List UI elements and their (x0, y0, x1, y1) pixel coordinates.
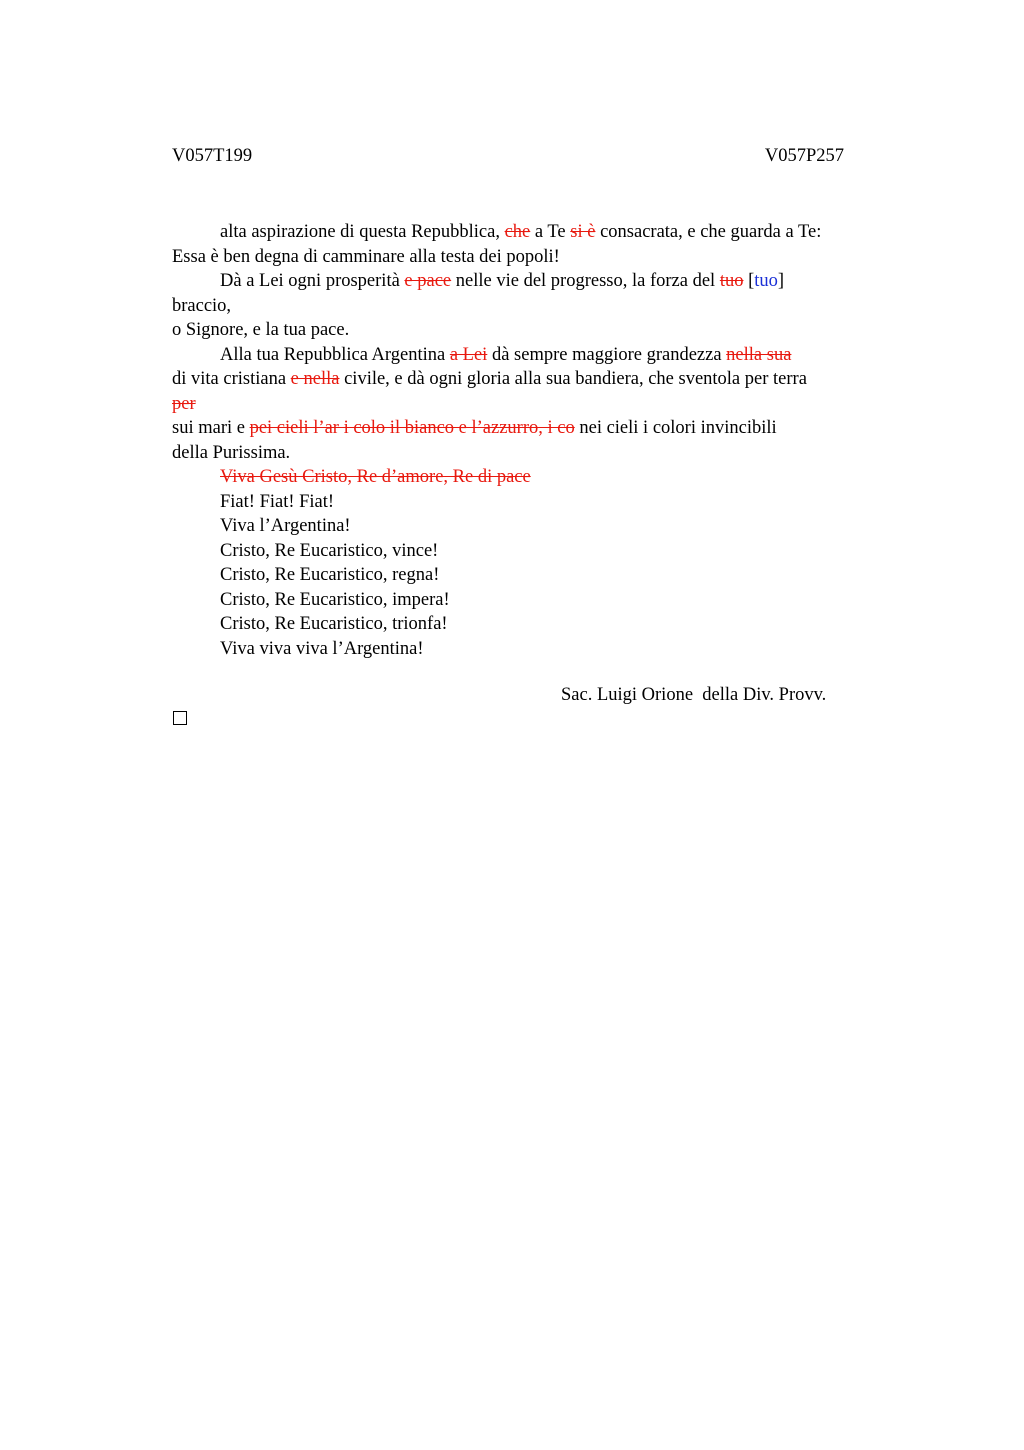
text-segment: nei cieli i colori invincibili (574, 418, 777, 438)
text-segment: Essa è ben degna di camminare alla testa dei popoli! (172, 246, 560, 267)
deleted-text: a Lei (449, 344, 488, 365)
deleted-text: Viva Gesù Cristo, Re d’amore, Re di pace (220, 467, 531, 487)
document-code-left: V057T199 (172, 146, 253, 166)
text-line (172, 367, 902, 392)
text-segment: sui mari e (172, 418, 250, 438)
deleted-text: che (504, 222, 531, 242)
text-line (172, 539, 902, 564)
text-line (172, 465, 902, 490)
deleted-text: per (172, 393, 196, 414)
signature: Sac. Luigi Orione della Div. Provv. (561, 685, 827, 705)
text-segment: Cristo, Re Eucaristico, impera! (220, 589, 450, 610)
text-segment: a Te (530, 222, 571, 242)
text-line (172, 294, 902, 319)
text-line (172, 245, 902, 270)
text-segment: ] (777, 271, 785, 291)
text-line (172, 269, 902, 294)
deleted-text: e nella (290, 369, 340, 389)
text-segment: braccio, (172, 295, 232, 316)
text-segment: o Signore, e la tua pace. (172, 320, 350, 340)
deleted-text: nella sua (726, 344, 792, 365)
text-segment: [ (743, 271, 755, 291)
text-segment: Viva l’Argentina! (220, 516, 351, 536)
text-segment: nelle vie del progresso, la forza del (451, 271, 720, 291)
text-line (172, 220, 902, 245)
inserted-text: tuo (754, 271, 778, 291)
text-segment: Cristo, Re Eucaristico, regna! (220, 565, 440, 585)
text-line (172, 392, 902, 417)
text-segment: Cristo, Re Eucaristico, trionfa! (220, 614, 448, 634)
page-header (172, 146, 844, 172)
text-line (172, 318, 902, 343)
text-line (172, 563, 902, 588)
text-segment: Fiat! Fiat! Fiat! (220, 491, 335, 512)
text-line (172, 514, 902, 539)
text-segment: civile, e dà ogni gloria alla sua bandiera, che sventola per terra (339, 369, 807, 389)
deleted-text: si è (570, 222, 596, 242)
text-segment: della Purissima. (172, 442, 291, 463)
text-line (172, 416, 902, 441)
text-segment: di vita cristiana (172, 369, 291, 389)
text-segment: Alla tua Repubblica Argentina (220, 344, 450, 365)
text-segment: Cristo, Re Eucaristico, vince! (220, 540, 439, 561)
text-segment: consacrata, e che guarda a Te: (595, 222, 822, 242)
text-line (172, 343, 902, 368)
deleted-text: e pace (404, 271, 452, 291)
text-line (172, 490, 902, 515)
square-outline-icon (173, 711, 187, 725)
text-segment: alta aspirazione di questa Repubblica, (220, 222, 505, 242)
text-line (172, 612, 902, 637)
text-line (172, 441, 902, 466)
deleted-text: pei cieli l’ar i colo il bianco e l’azzurro, i co (249, 418, 575, 438)
text-segment: Dà a Lei ogni prosperità (220, 271, 405, 291)
page-code-right: V057P257 (764, 146, 844, 166)
text-segment: Viva viva viva l’Argentina! (220, 638, 424, 659)
text-segment: dà sempre maggiore grandezza (487, 344, 727, 365)
text-line (172, 588, 902, 613)
letter-body (172, 220, 902, 661)
deleted-text: tuo (719, 271, 744, 291)
text-line (172, 637, 902, 662)
